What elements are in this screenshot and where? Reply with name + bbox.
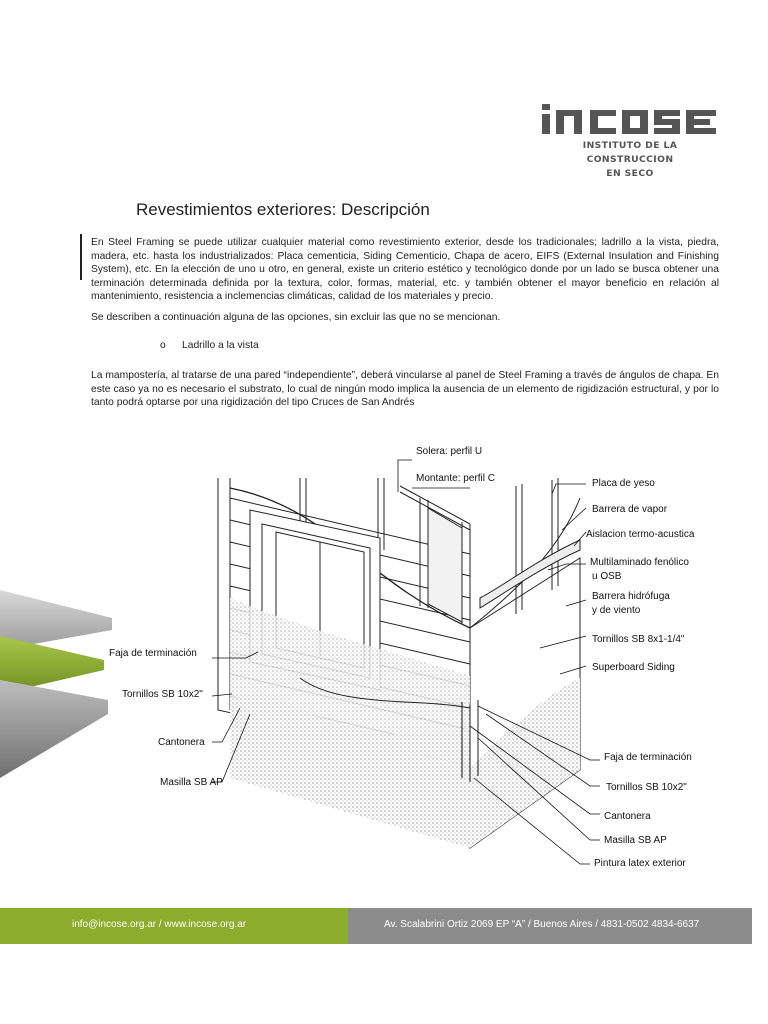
intro-paragraph: En Steel Framing se puede utilizar cualquier material como revestimiento exterior, desde los tradicionales; ladrillo a la vista, piedra, madera, etc. hasta los industrializados: Placa cementicia, Siding Cementicio, Chapa de acero, EIFS (External Insulation and Finishing System), etc. En la elección de uno u otro, en general, existe un criterio estético y tecnológico donde por un lado se busca obtener una terminación determinada definida por la textura, color, formas, material, etc. y también obtener el mayor beneficio en relación al mantenimiento, resistencia a inclemencias climáticas, calidad de los materiales y precio. [91, 237, 719, 303]
footer-contact-bar [0, 908, 348, 944]
footer-address: Av. Scalabrini Ortiz 2069 EP “A” / Buenos Aires / 4831-0502 4834-6637 [384, 919, 700, 930]
label-barrera-hidro-2: y de viento [592, 605, 641, 616]
footer-address-bar [348, 908, 752, 944]
page-title: Revestimientos exteriores: Descripción [136, 200, 430, 219]
label-placa-yeso: Placa de yeso [592, 478, 655, 489]
label-masilla-left: Masilla SB AP [160, 777, 223, 788]
label-faja-left: Faja de terminación [109, 648, 197, 659]
wall-section-svg [0, 438, 768, 878]
label-cantonera-left: Cantonera [158, 737, 205, 748]
label-barrera-vapor: Barrera de vapor [592, 504, 668, 515]
incose-logo-mark [540, 102, 720, 136]
masonry-paragraph: La mampostería, al tratarse de una pared “independiente”, deberá vincularse al panel de Steel Framing a través de ángulos de chapa. En este caso ya no es necesario el substrato, lo cual de ningún modo implica la ausencia de un elemento de rigidización estructural, y por lo tanto podrá optarse por una rigidización del tipo Cruces de San Andrés [91, 370, 719, 409]
label-superboard: Superboard Siding [592, 662, 675, 673]
logo-subtitle-line2: EN SECO [606, 168, 654, 179]
bullet-item [160, 340, 259, 351]
label-tornillos-left: Tornillos SB 10x2" [122, 689, 203, 700]
bullet-marker: o [160, 340, 166, 351]
label-tornillos-right: Tornillos SB 10x2" [606, 782, 687, 793]
label-barrera-hidro-1: Barrera hidrófuga [592, 591, 670, 602]
label-montante: Montante: perfil C [416, 473, 495, 484]
footer-contact[interactable]: info@incose.org.ar / www.incose.org.ar [72, 919, 247, 930]
label-pintura: Pintura latex exterior [594, 858, 686, 869]
label-aislacion: Aislacion termo-acustica [586, 529, 695, 540]
label-solera: Solera: perfil U [416, 446, 483, 457]
label-masilla-right: Masilla SB AP [604, 835, 667, 846]
logo-subtitle-line1: INSTITUTO DE LA CONSTRUCCION [582, 140, 678, 165]
decorative-slabs [0, 590, 112, 778]
margin-bar [80, 234, 82, 280]
options-paragraph: Se describen a continuación alguna de las opciones, sin excluir las que no se mencionan. [91, 312, 501, 323]
logo-subtitle [540, 139, 720, 181]
incose-logo [540, 102, 720, 181]
label-cantonera-right: Cantonera [604, 811, 651, 822]
label-multilaminado-1: Multilaminado fenólico [590, 557, 689, 568]
wall-section-diagram [0, 438, 768, 878]
label-multilaminado-2: u OSB [592, 571, 622, 582]
label-faja-right: Faja de terminación [604, 752, 692, 763]
label-tornillos-sb8: Tornillos SB 8x1-1/4" [592, 634, 685, 645]
footer [0, 908, 768, 944]
wall-drawing [218, 478, 580, 848]
bullet-item-label: Ladrillo a la vista [182, 340, 259, 351]
